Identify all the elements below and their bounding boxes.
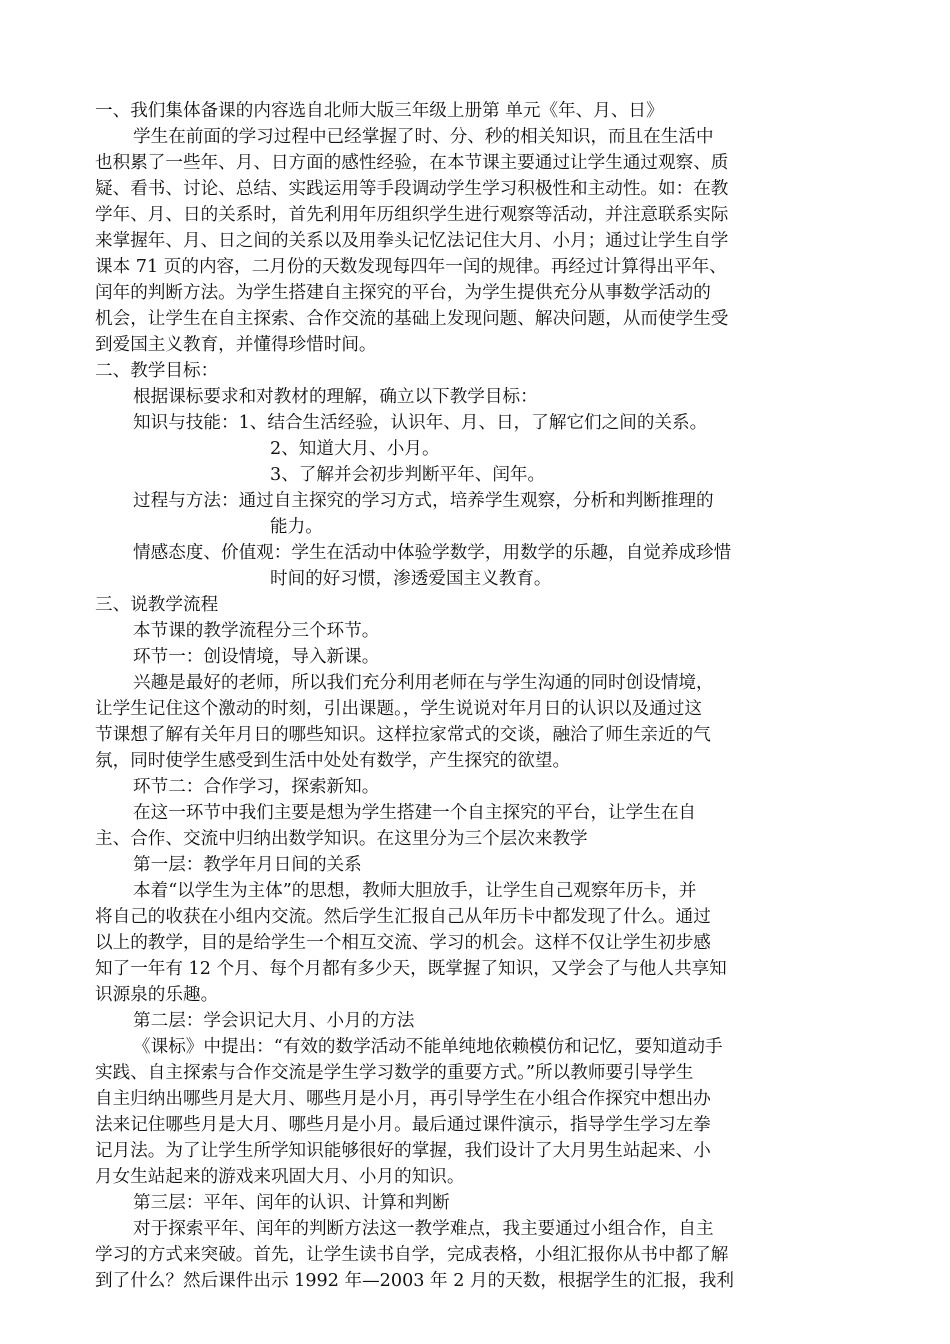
paragraph-line: 主、合作、交流中归纳出数学知识。在这里分为三个层次来教学 <box>95 829 588 849</box>
paragraph-line: 到爱国主义教育，并懂得珍惜时间。 <box>95 335 377 355</box>
paragraph-line: 学年、月、日的关系时，首先利用年历组织学生进行观察等活动，并注意联系实际 <box>95 205 729 225</box>
paragraph-line: 将自己的收获在小组内交流。然后学生汇报自己从年历卡中都发现了什么。通过 <box>95 907 711 927</box>
paragraph-line: 法来记住哪些月是大月、哪些月是小月。最后通过课件演示，指导学生学习左拳 <box>95 1115 711 1135</box>
paragraph-line: 闰年的判断方法。为学生搭建自主探究的平台，为学生提供充分从事数学活动的 <box>95 283 711 303</box>
goal-emotion-line: 时间的好习惯，渗透爱国主义教育。 <box>270 569 552 589</box>
paragraph-line: 记月法。为了让学生所学知识能够很好的掌握，我们设计了大月男生站起来、小 <box>95 1141 711 1161</box>
paragraph-line: 月女生站起来的游戏来巩固大月、小月的知识。 <box>95 1167 465 1187</box>
paragraph-line: 知了一年有 12 个月、每个月都有多少天，既掌握了知识，又学会了与他人共享知 <box>95 959 727 979</box>
step-heading: 环节一：创设情境，导入新课。 <box>133 647 380 667</box>
section-heading-2: 二、教学目标： <box>95 361 219 381</box>
paragraph-line: 自主归纳出哪些月是大月、哪些月是小月，再引导学生在小组合作探究中想出办 <box>95 1089 711 1109</box>
goal-process-line: 能力。 <box>270 517 323 537</box>
paragraph-line: 对于探索平年、闰年的判断方法这一教学难点，我主要通过小组合作，自主 <box>133 1219 714 1239</box>
section-heading-1: 一、我们集体备课的内容选自北师大版三年级上册第 单元《年、月、日》 <box>95 101 664 121</box>
paragraph-line: 学生在前面的学习过程中已经掌握了时、分、秒的相关知识，而且在生活中 <box>133 127 714 147</box>
paragraph-line: 让学生记住这个激动的时刻，引出课题。，学生说说对年月日的认识以及通过这 <box>95 699 702 719</box>
step-heading: 环节二：合作学习，探索新知。 <box>133 777 380 797</box>
paragraph-line: 课本 71 页的内容，二月份的天数发现每四年一闰的规律。再经过计算得出平年、 <box>95 257 727 277</box>
paragraph-line: 以上的教学，目的是给学生一个相互交流、学习的机会。这样不仅让学生初步感 <box>95 933 711 953</box>
paragraph-line: 《课标》中提出：“有效的数学活动不能单纯地依赖模仿和记忆，要知道动手 <box>133 1037 723 1057</box>
paragraph-line: 疑、看书、讨论、总结、实践运用等手段调动学生学习积极性和主动性。如：在教 <box>95 179 729 199</box>
level-heading: 第二层：学会识记大月、小月的方法 <box>133 1011 415 1031</box>
goal-process-line: 过程与方法：通过自主探究的学习方式，培养学生观察，分析和判断推理的 <box>133 491 714 511</box>
paragraph-line: 节课想了解有关年月日的哪些知识。这样拉家常式的交谈，融洽了师生亲近的气 <box>95 725 711 745</box>
paragraph-line: 本节课的教学流程分三个环节。 <box>133 621 380 641</box>
paragraph-line: 本着“以学生为主体”的思想，教师大胆放手，让学生自己观察年历卡，并 <box>133 881 697 901</box>
paragraph-line: 氛，同时使学生感受到生活中处处有数学，产生探究的欲望。 <box>95 751 571 771</box>
goal-knowledge-line: 知识与技能：1、结合生活经验，认识年、月、日，了解它们之间的关系。 <box>133 413 708 433</box>
paragraph-line: 根据课标要求和对教材的理解，确立以下教学目标： <box>133 387 538 407</box>
paragraph-line: 实践、自主探索与合作交流是学生学习数学的重要方式。”所以教师要引导学生 <box>95 1063 694 1083</box>
paragraph-line: 来掌握年、月、日之间的关系以及用拳头记忆法记住大月、小月；通过让学生自学 <box>95 231 729 251</box>
paragraph-line: 在这一环节中我们主要是想为学生搭建一个自主探究的平台，让学生在自 <box>133 803 697 823</box>
goal-knowledge-line: 2、知道大月、小月。 <box>270 439 440 459</box>
paragraph-line: 识源泉的乐趣。 <box>95 985 219 1005</box>
goal-knowledge-line: 3、了解并会初步判断平年、闰年。 <box>270 465 546 485</box>
goal-emotion-line: 情感态度、价值观：学生在活动中体验学数学，用数学的乐趣，自觉养成珍惜 <box>133 543 732 563</box>
paragraph-line: 机会，让学生在自主探索、合作交流的基础上发现问题、解决问题，从而使学生受 <box>95 309 729 329</box>
level-heading: 第一层：教学年月日间的关系 <box>133 855 362 875</box>
paragraph-line: 兴趣是最好的老师，所以我们充分利用老师在与学生沟通的同时创设情境， <box>133 673 714 693</box>
paragraph-line: 学习的方式来突破。首先，让学生读书自学，完成表格，小组汇报你从书中都了解 <box>95 1245 729 1265</box>
level-heading: 第三层：平年、闰年的认识、计算和判断 <box>133 1193 450 1213</box>
section-heading-3: 三、说教学流程 <box>95 595 219 615</box>
paragraph-line: 到了什么？然后课件出示 1992 年—2003 年 2 月的天数，根据学生的汇报，我利 <box>95 1271 734 1291</box>
paragraph-line: 也积累了一些年、月、日方面的感性经验，在本节课主要通过让学生通过观察、质 <box>95 153 729 173</box>
